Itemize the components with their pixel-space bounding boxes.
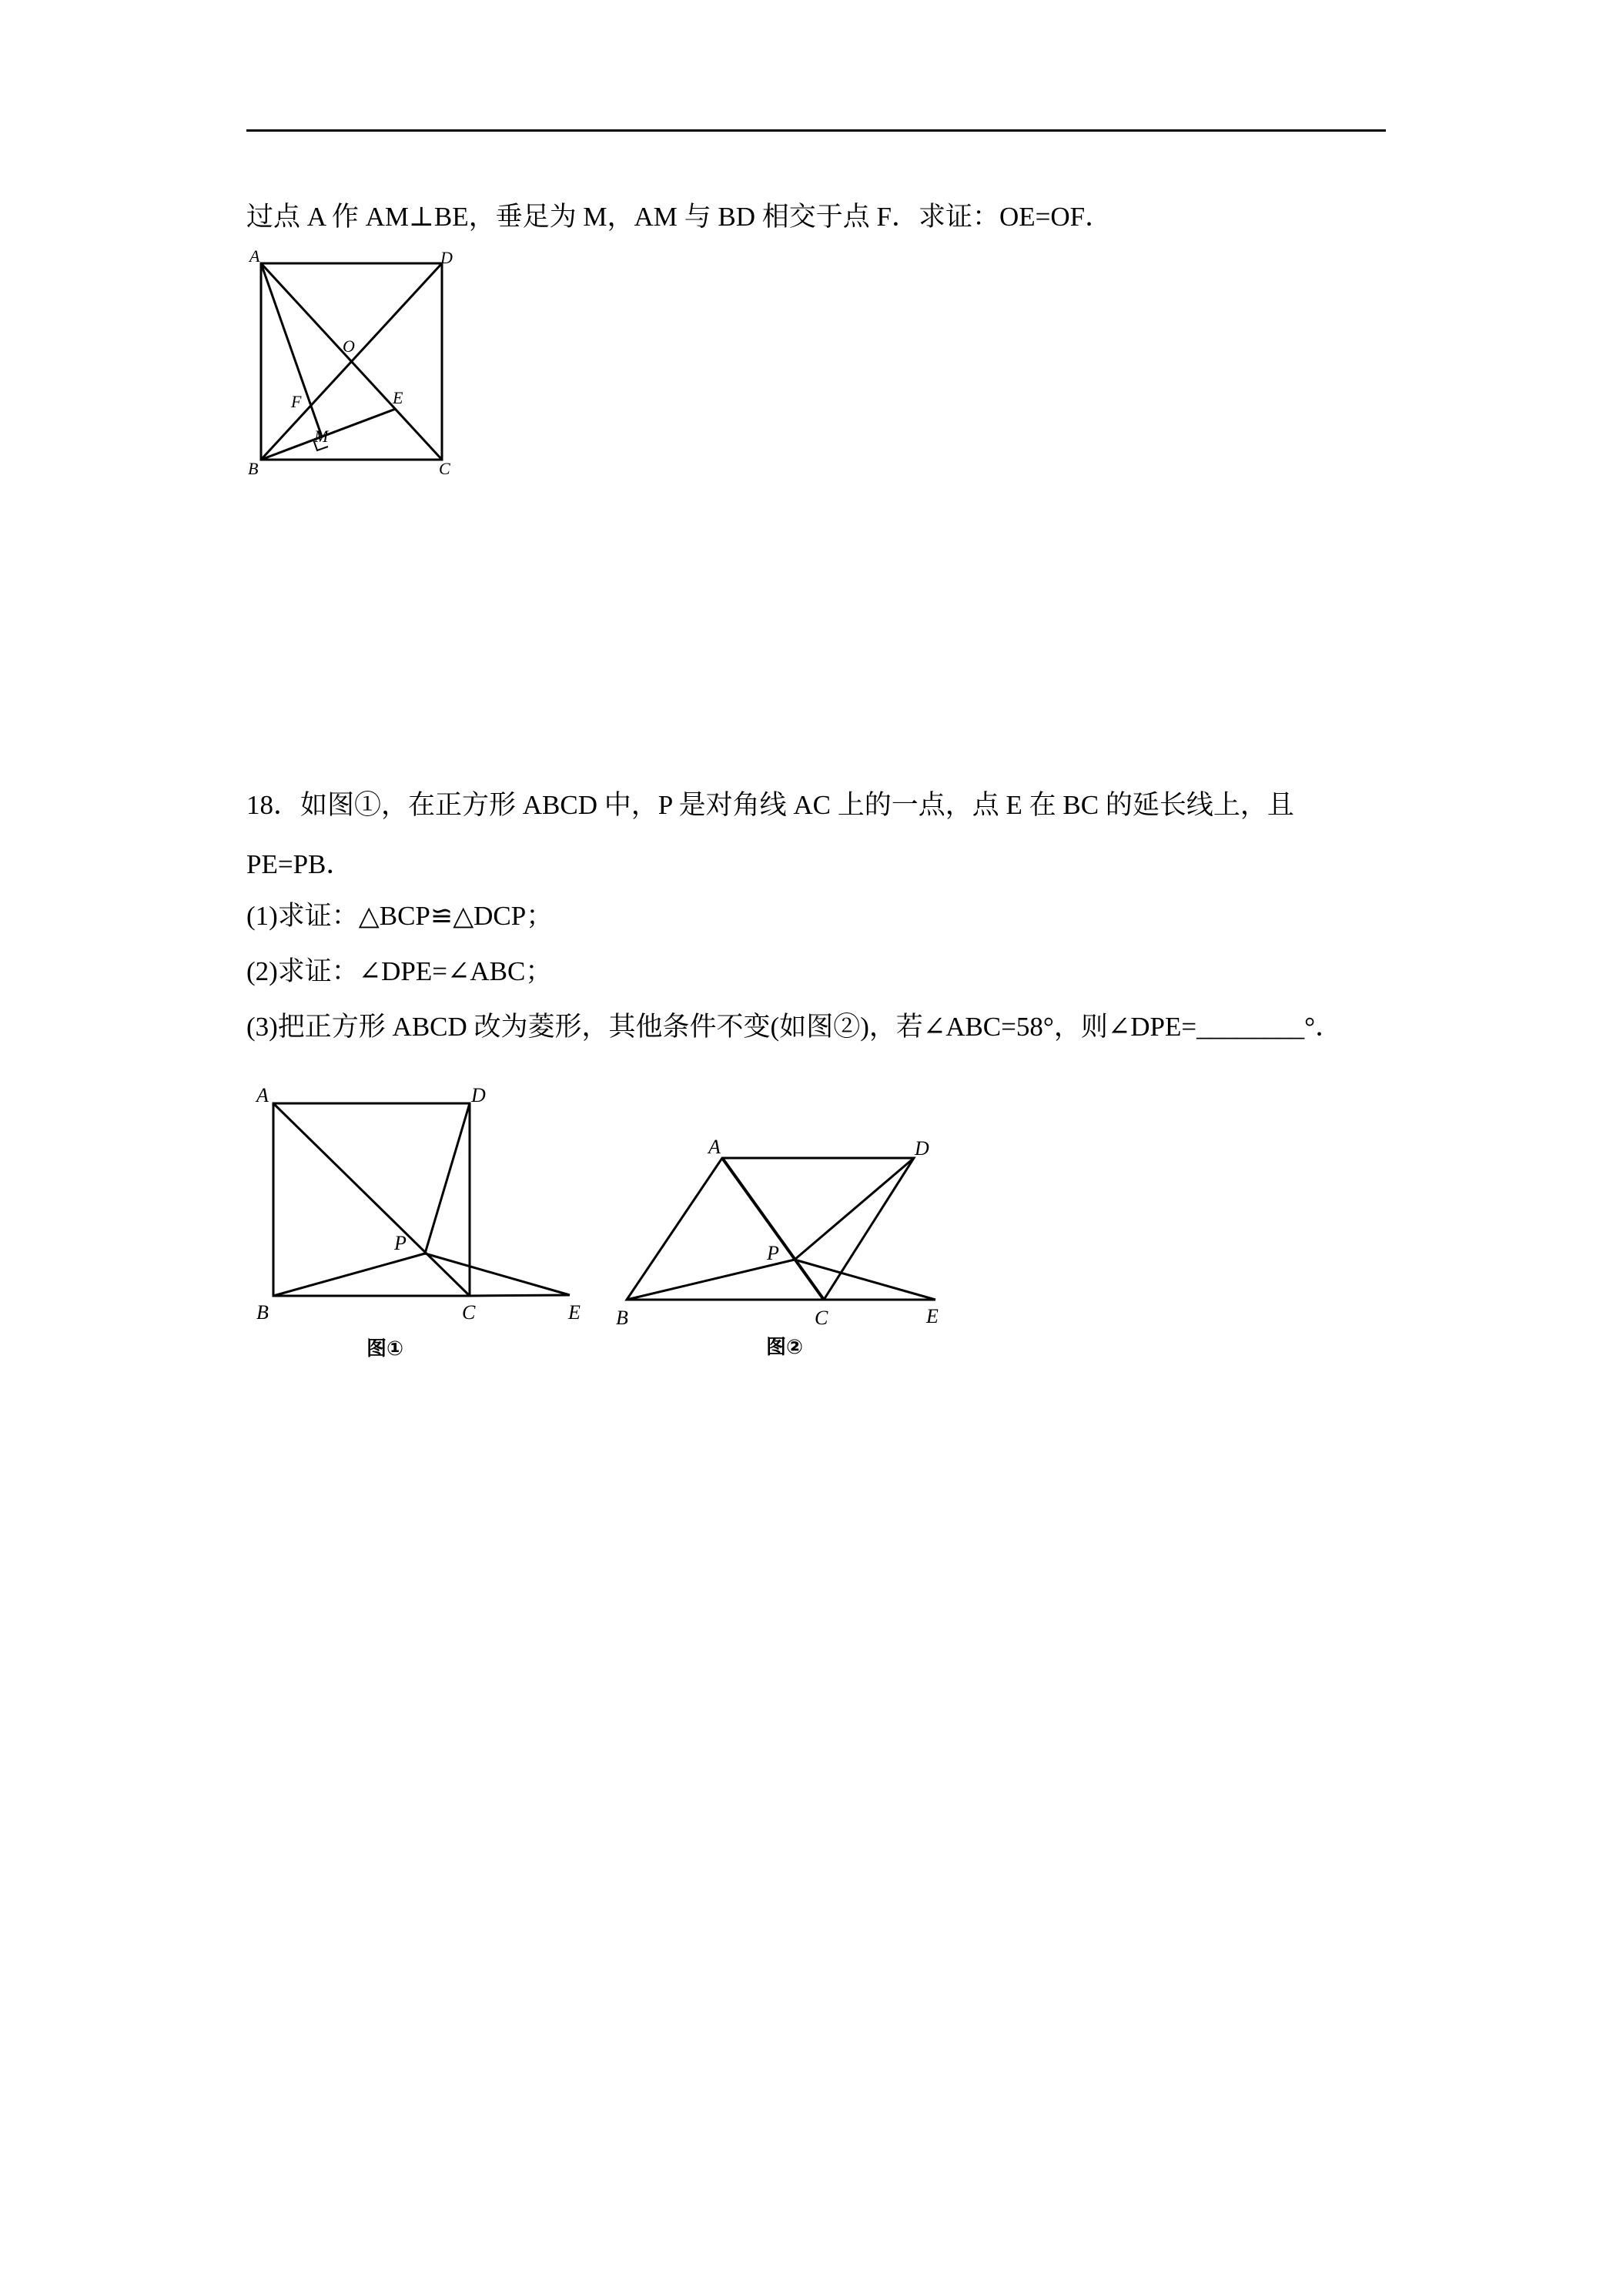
fig1-segment-ce [470,1295,570,1296]
fig2-label-b: B [616,1307,628,1329]
fig2-rhombus [627,1158,914,1300]
fig1-label-p: P [394,1232,407,1254]
q18-part2: (2)求证：∠DPE=∠ABC； [246,956,553,986]
label-c: C [439,459,450,477]
fig2-label-d: D [915,1137,929,1160]
label-b: B [248,459,259,477]
q18-part3: (3)把正方形 ABCD 改为菱形，其他条件不变(如图②)，若∠ABC=58°，则∠DPE=________°． [246,1012,1343,1042]
fig1-label-d: D [471,1084,486,1106]
q18-figures [246,1076,955,1377]
fig1-drawing [273,1103,570,1296]
q17-figure [245,246,476,477]
label-m: M [314,427,329,446]
fig1-label-c: C [462,1301,476,1324]
fig2-label-a: A [708,1136,721,1158]
fig1-segment-pd [425,1103,470,1253]
fig1-caption: 图① [366,1337,404,1361]
label-d: D [440,248,453,267]
label-a: A [249,246,260,266]
fig2-caption: 图② [766,1336,804,1359]
q18-line2: PE=PB． [246,849,353,879]
fig2-segment-bp [627,1260,795,1300]
label-e: E [393,388,403,407]
label-f: F [291,392,302,411]
fig2-drawing [627,1158,935,1300]
fig1-segment-bp [273,1253,425,1296]
segment-be [261,409,396,460]
fig2-segment-pd [795,1158,914,1260]
fig2-label-c: C [815,1307,828,1329]
q17-text: 过点 A 作 AM⊥BE，垂足为 M，AM 与 BD 相交于点 F．求证：OE=OF． [246,202,1113,232]
fig2-label-e: E [926,1305,939,1327]
header-rule [246,129,1386,132]
fig1-label-e: E [568,1301,581,1324]
label-o: O [343,336,355,356]
fig1-label-b: B [256,1301,269,1324]
fig2-segment-pe [795,1260,935,1300]
fig2-label-p: P [767,1242,779,1264]
fig2-diagonal-ac [722,1158,824,1300]
q18-line1: 18．如图①，在正方形 ABCD 中，P 是对角线 AC 上的一点，点 E 在 BC 的延长线上，且 [246,790,1294,820]
q18-part1: (1)求证：△BCP≌△DCP； [246,901,554,931]
fig1-label-a: A [256,1084,269,1106]
